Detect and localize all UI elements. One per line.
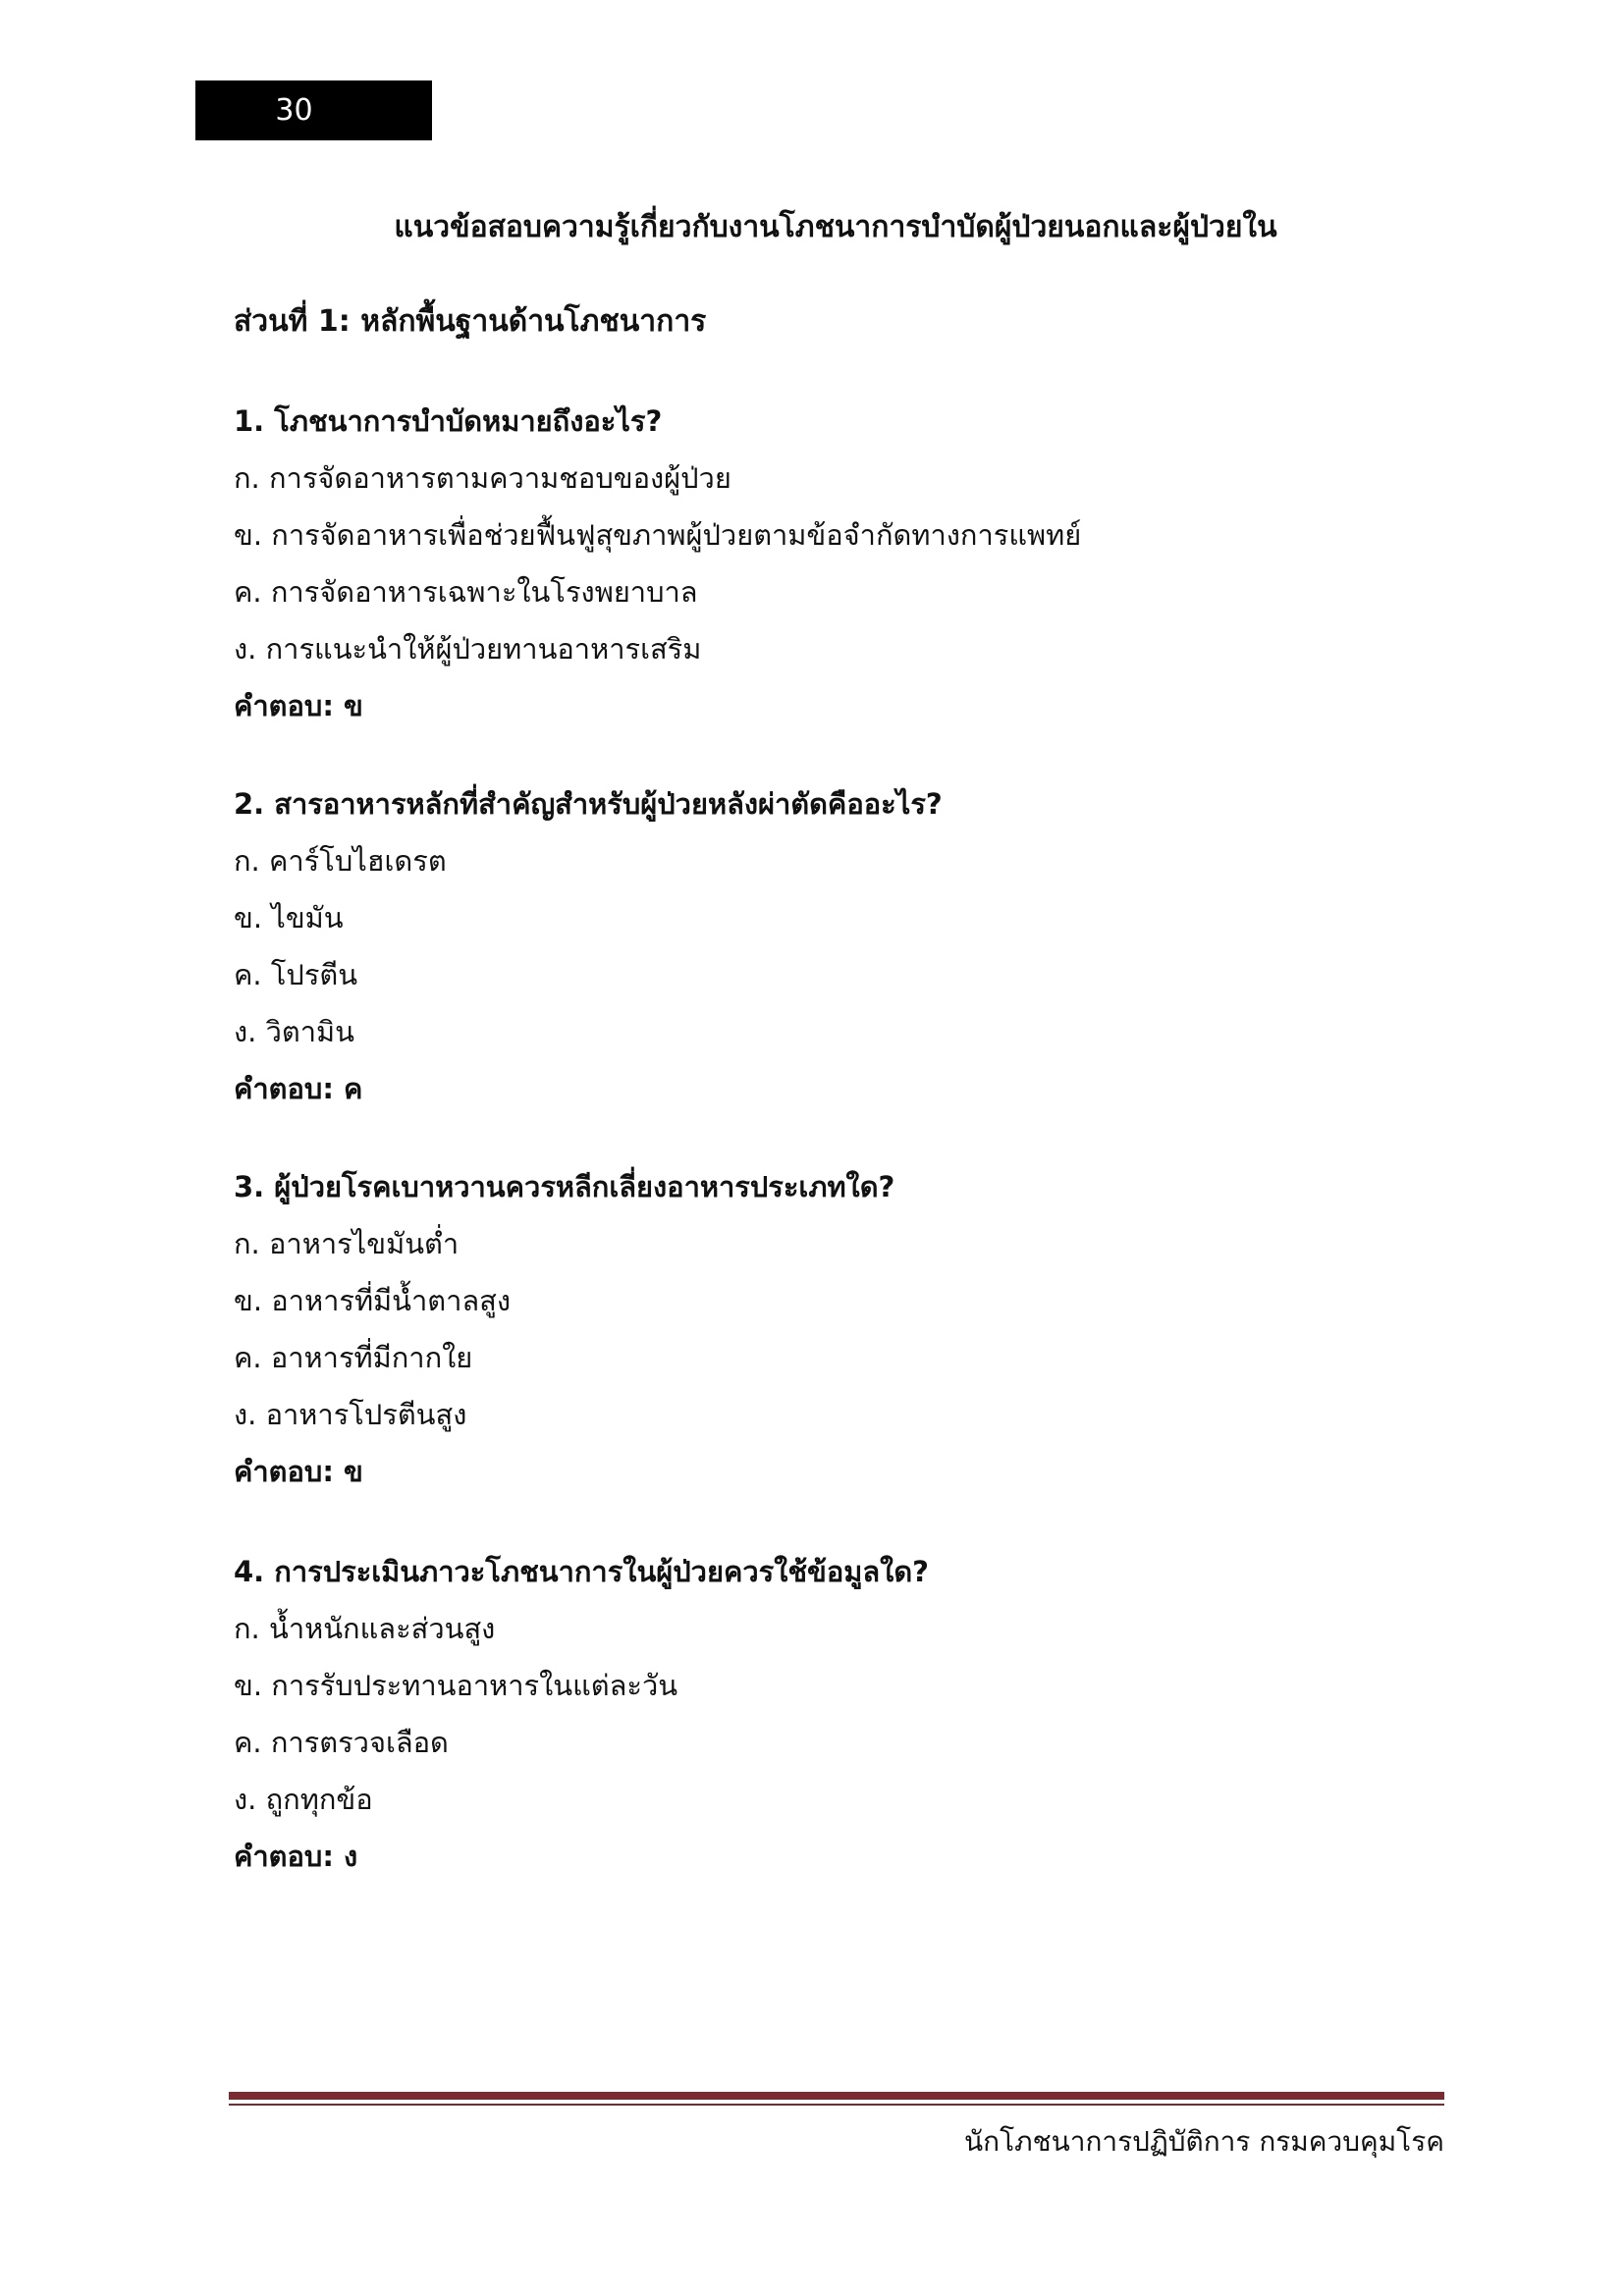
option-a: ก. การจัดอาหารตามความชอบของผู้ป่วย (234, 461, 731, 495)
footer-organization: นักโภชนาการปฏิบัติการ กรมควบคุมโรค (964, 2125, 1444, 2158)
footer-divider (229, 2092, 1444, 2100)
option-c: ค. โปรตีน (234, 958, 358, 991)
option-a: ก. คาร์โบไฮเดรต (234, 844, 447, 878)
option-b: ข. การจัดอาหารเพื่อช่วยฟื้นฟูสุขภาพผู้ป่วยตามข้อจำกัดทางการแพทย์ (234, 518, 1082, 552)
section-heading: ส่วนที่ 1: หลักพื้นฐานด้านโภชนาการ (234, 304, 707, 339)
option-a: ก. อาหารไขมันต่ำ (234, 1227, 460, 1260)
option-d: ง. ถูกทุกข้อ (234, 1783, 373, 1816)
footer-divider-thin (229, 2104, 1444, 2106)
option-c: ค. การจัดอาหารเฉพาะในโรงพยาบาล (234, 575, 698, 609)
option-b: ข. การรับประทานอาหารในแต่ละวัน (234, 1669, 678, 1702)
option-d: ง. วิตามิน (234, 1015, 354, 1048)
option-c: ค. อาหารที่มีกากใย (234, 1341, 473, 1374)
document-title: แนวข้อสอบความรู้เกี่ยวกับงานโภชนาการบำบัดผู้ป่วยนอกและผู้ป่วยใน (394, 210, 1277, 244)
option-d: ง. อาหารโปรตีนสูง (234, 1398, 467, 1431)
option-a: ก. น้ำหนักและส่วนสูง (234, 1612, 496, 1645)
question-heading: 2. สารอาหารหลักที่สำคัญสำหรับผู้ป่วยหลังผ่าตัดคืออะไร? (234, 787, 943, 821)
question-heading: 1. โภชนาการบำบัดหมายถึงอะไร? (234, 404, 663, 438)
option-c: ค. การตรวจเลือด (234, 1726, 449, 1759)
question-heading: 4. การประเมินภาวะโภชนาการในผู้ป่วยควรใช้ข้อมูลใด? (234, 1555, 929, 1588)
question-block-1 (234, 393, 1412, 734)
answer-line: คำตอบ: ข (234, 689, 363, 722)
answer-line: คำตอบ: ข (234, 1455, 363, 1488)
question-block-4 (234, 1543, 1412, 1885)
question-heading: 3. ผู้ป่วยโรคเบาหวานควรหลีกเลี่ยงอาหารประเภทใด? (234, 1170, 895, 1203)
answer-line: คำตอบ: ค (234, 1072, 363, 1105)
option-b: ข. ไขมัน (234, 901, 344, 934)
answer-line: คำตอบ: ง (234, 1840, 358, 1873)
page-number (195, 80, 432, 140)
question-block-2 (234, 775, 1412, 1117)
page-number-text: 30 (275, 93, 313, 128)
option-b: ข. อาหารที่มีน้ำตาลสูง (234, 1284, 512, 1317)
question-block-3 (234, 1158, 1412, 1500)
option-d: ง. การแนะนำให้ผู้ป่วยทานอาหารเสริม (234, 632, 702, 666)
